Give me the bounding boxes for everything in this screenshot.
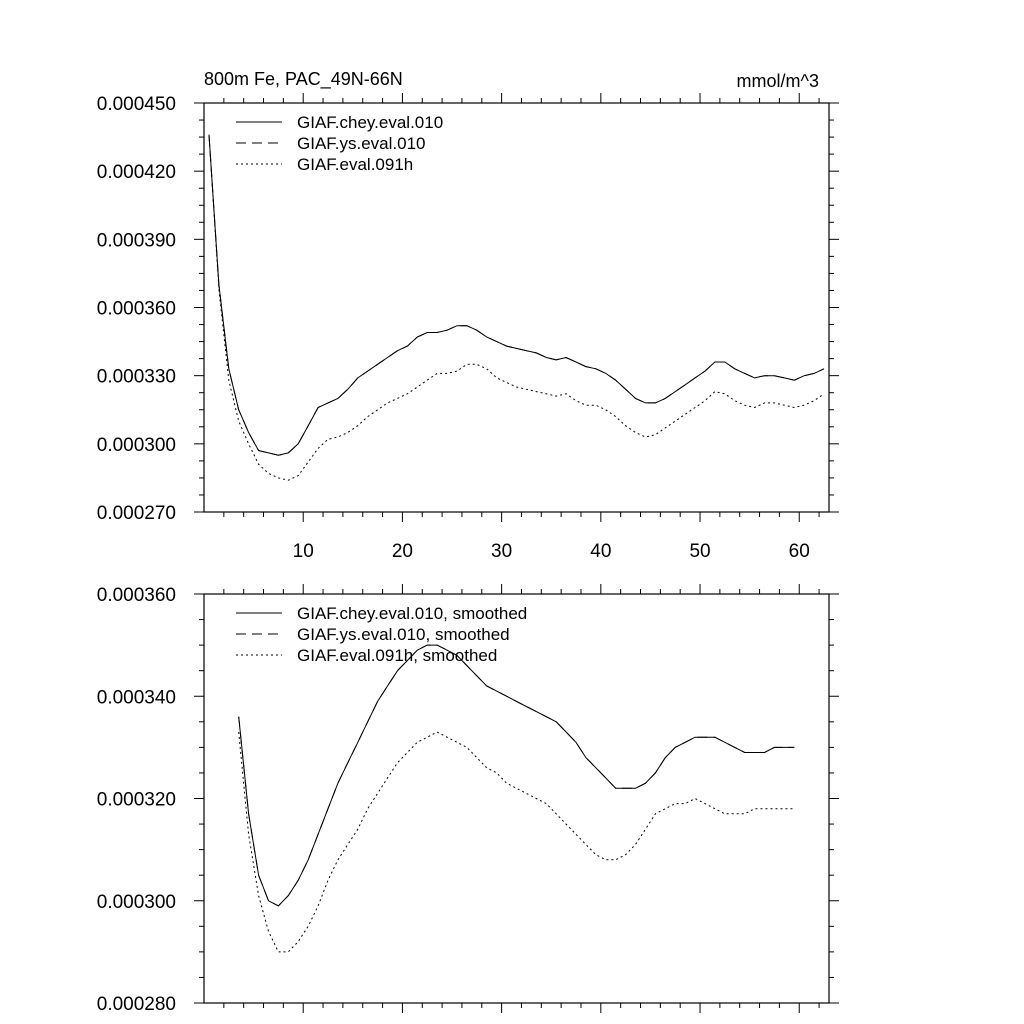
y-tick-label: 0.000300 [96, 891, 176, 913]
y-tick-label: 0.000420 [96, 162, 176, 184]
x-tick-label: 40 [590, 541, 612, 562]
bottom-panel [97, 584, 839, 1015]
y-tick-label: 0.000390 [96, 230, 176, 252]
x-tick-label: 50 [689, 541, 711, 562]
x-tick-label: 20 [391, 541, 413, 562]
y-tick-label: 0.000360 [96, 585, 176, 606]
series-line-3 [209, 135, 824, 480]
x-tick-label: 10 [292, 541, 314, 562]
series-line-1 [209, 135, 824, 455]
legend-label: GIAF.eval.091h [297, 155, 414, 174]
y-tick-label: 0.000280 [96, 994, 176, 1015]
chart-title: 800m Fe, PAC_49N-66N [204, 69, 403, 89]
y-tick-label: 0.000450 [96, 94, 176, 115]
y-tick-label: 0.000320 [96, 789, 176, 811]
y-tick-label: 0.000340 [96, 687, 176, 709]
series-line-2 [209, 135, 824, 455]
y-tick-label: 0.000330 [96, 366, 176, 388]
x-tick-label: 30 [491, 541, 513, 562]
legend-label: GIAF.ys.eval.010, smoothed [297, 625, 510, 644]
y-tick-label: 0.000270 [96, 503, 176, 524]
legend-label: GIAF.ys.eval.010 [297, 134, 426, 153]
series-line-3 [239, 732, 795, 952]
x-tick-label: 60 [788, 541, 810, 562]
legend-label: GIAF.eval.091h, smoothed [297, 646, 498, 665]
y-tick-label: 0.000300 [96, 434, 176, 456]
y-tick-label: 0.000360 [96, 298, 176, 320]
legend-label: GIAF.chey.eval.010, smoothed [297, 604, 528, 623]
series-line-1 [239, 645, 795, 906]
legend-label: GIAF.chey.eval.010 [297, 113, 444, 132]
series-line-2 [239, 645, 795, 906]
top-panel [97, 69, 839, 562]
units-label: mmol/m^3 [736, 71, 819, 91]
